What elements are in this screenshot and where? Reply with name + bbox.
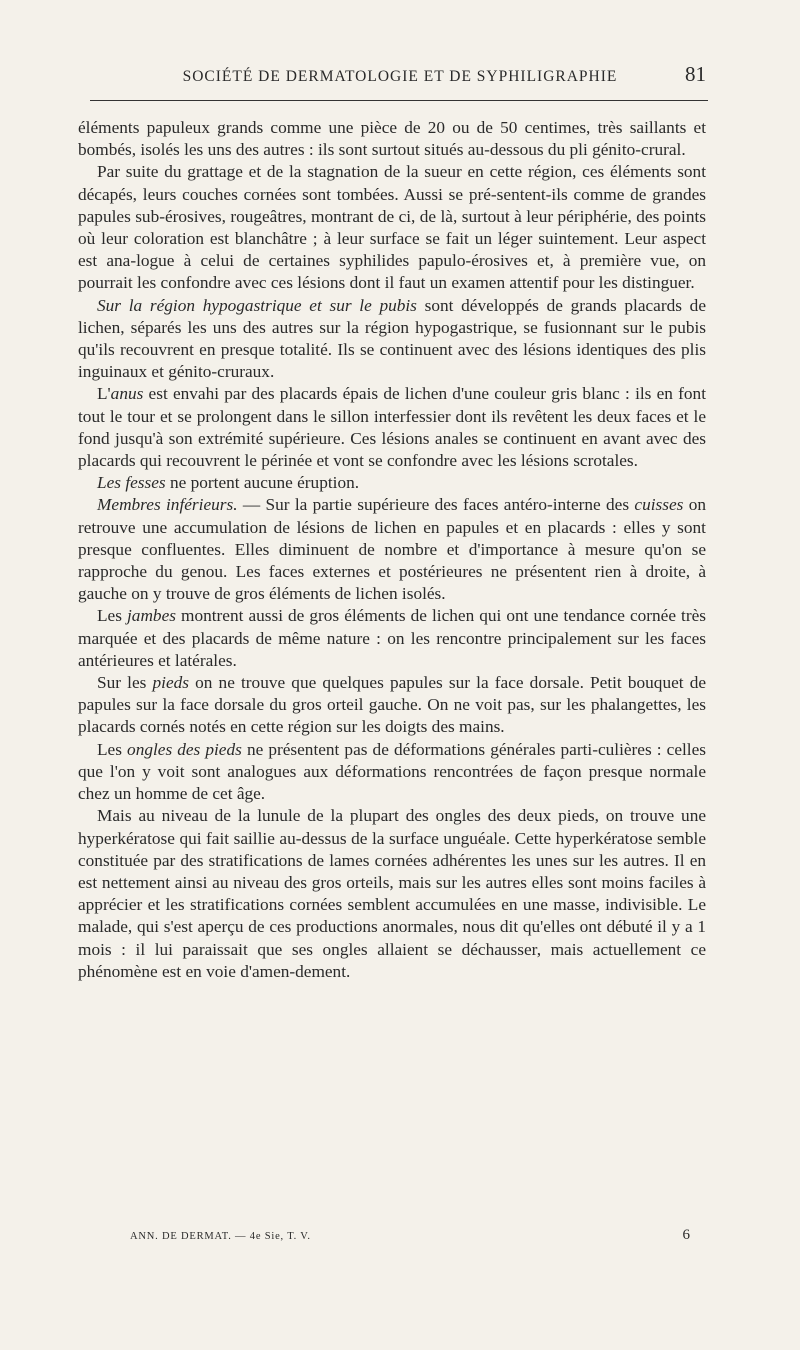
paragraph: Mais au niveau de la lunule de la plupart des ongles des deux pieds, on trouve une hyperkératose qui fait saillie au-dessus de la surface unguéale. Cette hyperkératose semble constituée par des stratifications de lames cornées adhérentes les unes sur les autres. Il en est nettement ainsi au niveau des gros orteils, mais sur les autres elles sont moins faciles à apprécier et les stratifications cornées semblent accumulées en une masse, indivisible. Le malade, qui s'est aperçu de ces productions anormales, nous dit qu'elles ont débuté il y a 1 mois : il lui paraissait que ses ongles allaient se déchausser, mais actuellement ce phénomène est en voie d'amen-dement. [78, 806, 706, 981]
header-rule [90, 100, 708, 101]
paragraph: Sur les pieds on ne trouve que quelques papules sur la face dorsale. Petit bouquet de papules sur la face dorsale du gros orteil gauche. On ne voit pas, sur les phalangettes, les placards cornés notés en cette région sur les doigts des mains. [78, 673, 707, 737]
paragraph: Par suite du grattage et de la stagnation de la sueur en cette région, ces éléments sont décapés, leurs couches cornées sont tombées. Aussi se pré-sentent-ils comme de grandes papules sub-érosives, rougeâtres, montrant de ci, de là, surtout à leur périphérie, des points où leur coloration est blanchâtre ; à leur surface se fait un léger suintement. Leur aspect est ana-logue à celui de certaines syphilides papulo-érosives et, à première vue, on pourrait les confondre avec ces lésions dont il faut un examen attentif pour les distinguer. [78, 162, 706, 293]
italic-term: pieds [152, 673, 189, 693]
italic-lead: Sur la région hypogastrique et sur le pubis [97, 295, 417, 315]
italic-lead: anus [110, 384, 144, 404]
running-head [90, 62, 710, 92]
paragraph: éléments papuleux grands comme une pièce de 20 ou de 50 centimes, très saillants et bombés, isolés les uns des autres : ils sont surtout situés au-dessous du pli génito-crural. [78, 118, 706, 160]
page-number: 81 [685, 62, 706, 86]
paragraph: Les ongles des pieds ne présentent pas de déformations générales parti-culières : celles que l'on y voit sont analogues aux déformations rencontrées de façon presque normale chez un homme de cet âge. [78, 739, 707, 804]
paragraph: Les jambes montrent aussi de gros éléments de lichen qui ont une tendance cornée très marquée et des placards de même nature : on les rencontre principalement sur les faces antérieures et latérales. [78, 606, 706, 670]
italic-term: ongles des pieds [127, 739, 242, 759]
paragraph: L'anus est envahi par des placards épais de lichen d'une couleur gris blanc : ils en font tout le tour et se prolongent dans le sillon interfessier dont ils revêtent les deux faces et le fond jusqu'à son extrémité supérieure. Ces lésions anales se continuent en avant avec des placards qui recouvrent le périnée et vont se confondre avec les lésions scrotales. [78, 384, 706, 471]
paragraph: Les fesses ne portent aucune éruption. [97, 473, 360, 493]
italic-term: jambes [127, 606, 176, 626]
sheet-number: 6 [682, 1227, 690, 1243]
italic-lead: Les fesses [97, 473, 166, 493]
body-text [78, 117, 706, 983]
paragraph: Membres inférieurs. — Sur la partie supérieure des faces antéro-interne des cuisses on retrouve une accumulation de lésions de lichen en papules et en placards : elles y sont presque confluentes. Elles diminuent de nombre et d'importance à mesure qu'on se rapproche du genou. Les faces externes et postérieures ne présentent rien à droite, à gauche on y trouve de gros éléments de lichen isolés. [78, 495, 706, 604]
italic-lead: Membres inférieurs. [97, 495, 238, 515]
footer [78, 1227, 706, 1251]
footer-signature: ANN. DE DERMAT. — 4e Sie, T. V. [130, 1231, 311, 1242]
running-title: SOCIÉTÉ DE DERMATOLOGIE ET DE SYPHILIGRAPHIE [182, 68, 618, 85]
italic-term: cuisses [634, 495, 684, 515]
paragraph: Sur la région hypogastrique et sur le pubis sont développés de grands placards de lichen, séparés les uns des autres sur la région hypogastrique, se fusionnant sur le pubis qu'ils recouvrent en presque totalité. Ils se continuent avec des lésions identiques des plis inguinaux et génito-cruraux. [78, 295, 706, 382]
